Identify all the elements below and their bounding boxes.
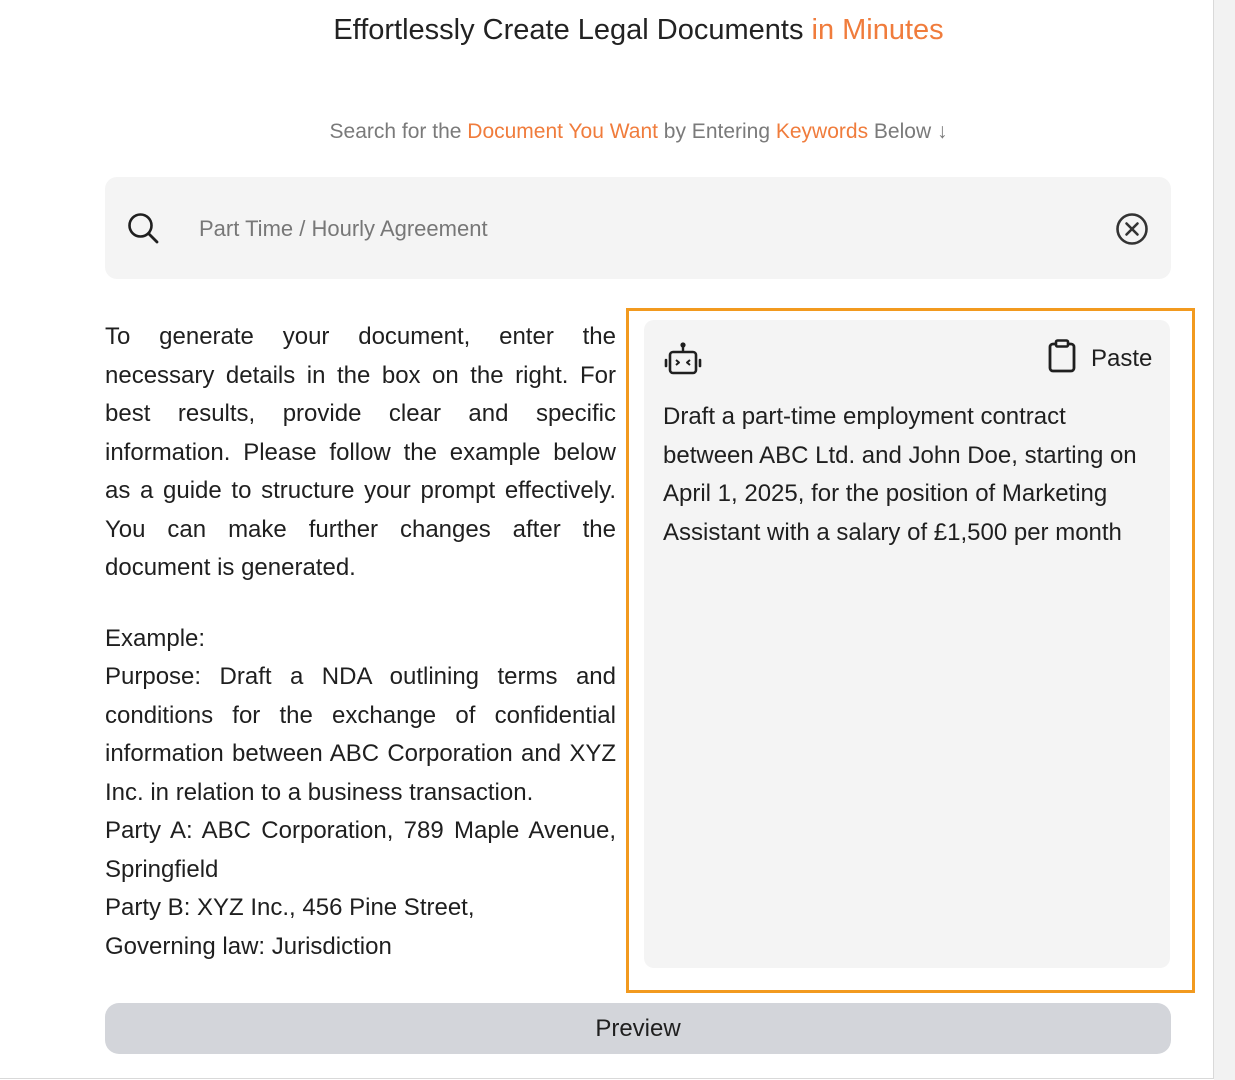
close-circle-icon[interactable]	[1115, 212, 1149, 246]
paste-button[interactable]	[1047, 340, 1152, 378]
search-icon	[127, 212, 159, 244]
title-accent: in Minutes	[811, 14, 944, 46]
page-subtitle	[0, 120, 1235, 144]
preview-button[interactable]: Preview	[105, 1003, 1171, 1054]
instructions-intro: To generate your document, enter the necessary details in the box on the right. For best results, provide clear and specific information. Please follow the example below as a guide to structure your prompt effectively. You can make further changes after the document is generated.	[105, 323, 616, 581]
subtitle-accent-2: Keywords	[775, 120, 869, 143]
subtitle-part-3: Below ↓	[873, 120, 948, 143]
subtitle-accent-1: Document You Want	[467, 120, 658, 143]
page-title	[0, 14, 1235, 47]
robot-icon	[663, 340, 703, 380]
subtitle-part-1: Search for the	[329, 120, 462, 143]
subtitle-part-2: by Entering	[663, 120, 771, 143]
search-bar	[105, 177, 1171, 279]
prompt-highlight-frame	[626, 308, 1195, 993]
example-label: Example:	[105, 624, 206, 652]
prompt-textarea[interactable]	[644, 320, 1170, 968]
example-purpose: Purpose: Draft a NDA outlining terms and conditions for the exchange of confidential information between ABC Corporation and XYZ Inc. in relation to a business transaction.	[105, 663, 616, 806]
search-input[interactable]	[197, 207, 1081, 251]
clipboard-icon	[1047, 339, 1077, 380]
example-party-b: Party B: XYZ Inc., 456 Pine Street,	[105, 894, 475, 921]
example-governing-law: Governing law: Jurisdiction	[105, 932, 392, 960]
example-party-a: Party A: ABC Corporation, 789 Maple Avenue, Springfield	[105, 817, 616, 883]
instructions-panel	[105, 318, 616, 966]
prompt-text[interactable]: Draft a part-time employment contract between ABC Ltd. and John Doe, starting on April 1, 2025, for the position of Marketing Assistant with a salary of £1,500 per month	[663, 403, 1137, 546]
scrollbar-track[interactable]	[1214, 0, 1235, 1080]
paste-label: Paste	[1091, 345, 1153, 372]
title-main: Effortlessly Create Legal Documents	[333, 14, 804, 46]
